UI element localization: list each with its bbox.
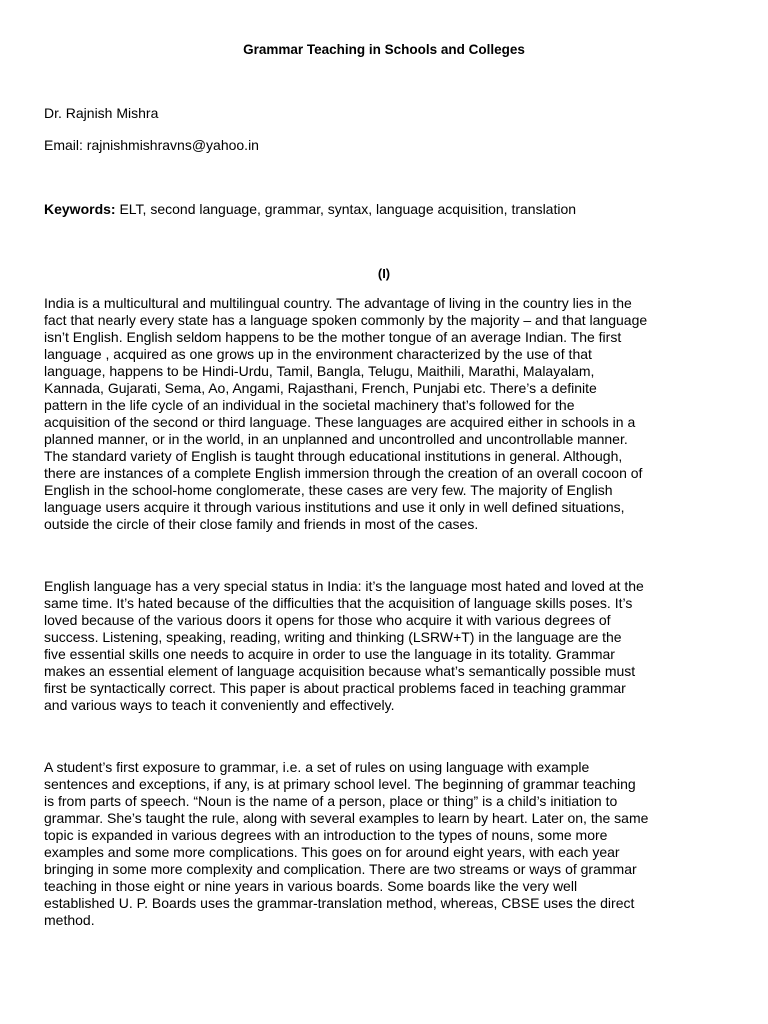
paragraph-2: [44, 578, 734, 714]
paragraph-line: language , acquired as one grows up in the environment characterized by the use of that: [44, 346, 592, 362]
paragraph-line: method.: [44, 912, 95, 928]
paragraph-line: success. Listening, speaking, reading, writing and thinking (LSRW+T) in the language are the: [44, 629, 622, 645]
author-name: Dr. Rajnish Mishra: [44, 105, 159, 121]
paragraph-line: outside the circle of their close family and friends in most of the cases.: [44, 516, 479, 532]
paragraph-line: A student’s first exposure to grammar, i.e. a set of rules on using language with example: [44, 759, 590, 775]
paragraph-line: bringing in some more complexity and complication. There are two streams or ways of grammar: [44, 861, 637, 877]
paragraph-line: five essential skills one needs to acquire in order to use the language in its totality. Grammar: [44, 646, 615, 662]
paragraph-line: loved because of the various doors it opens for those who acquire it with various degrees of: [44, 612, 611, 628]
paragraph-3: [44, 759, 734, 929]
paragraph-line: and various ways to teach it conveniently and effectively.: [44, 697, 395, 713]
paragraph-line: planned manner, or in the world, in an unplanned and uncontrolled and uncontrollable manner.: [44, 431, 628, 447]
section-marker: [0, 265, 768, 282]
document-title: Grammar Teaching in Schools and Colleges: [243, 42, 525, 57]
paragraph-line: India is a multicultural and multilingual country. The advantage of living in the country lies in the: [44, 295, 632, 311]
paragraph-line: is from parts of speech. “Noun is the name of a person, place or thing” is a child’s initiation to: [44, 793, 618, 809]
paragraph-line: topic is expanded in various degrees with an introduction to the types of nouns, some more: [44, 827, 608, 843]
paragraph-line: language, happens to be Hindi-Urdu, Tamil, Bangla, Telugu, Maithili, Marathi, Malayalam,: [44, 363, 595, 379]
paragraph-line: teaching in those eight or nine years in various boards. Some boards like the very well: [44, 878, 578, 894]
paragraph-line: English language has a very special status in India: it’s the language most hated and loved at the: [44, 578, 644, 594]
paragraph-line: The standard variety of English is taught through educational institutions in general. Although,: [44, 448, 623, 464]
paragraph-line: there are instances of a complete English immersion through the creation of an overall cocoon of: [44, 465, 643, 481]
paragraph-line: isn’t English. English seldom happens to be the mother tongue of an average Indian. The first: [44, 329, 622, 345]
paragraph-line: language users acquire it through various institutions and use it only in well defined situations,: [44, 499, 625, 515]
paragraph-line: grammar. She’s taught the rule, along with several examples to learn by heart. Later on, the same: [44, 810, 649, 826]
paragraph-line: pattern in the life cycle of an individual in the societal machinery that’s followed for the: [44, 397, 575, 413]
paragraph-line: first be syntactically correct. This paper is about practical problems faced in teaching grammar: [44, 680, 626, 696]
paragraph-line: established U. P. Boards uses the grammar-translation method, whereas, CBSE uses the direct: [44, 895, 635, 911]
author-email: Email: rajnishmishravns@yahoo.in: [44, 137, 259, 153]
paragraph-line: Kannada, Gujarati, Sema, Ao, Angami, Rajasthani, French, Punjabi etc. There’s a definite: [44, 380, 597, 396]
section-marker-label: (I): [377, 266, 391, 281]
paragraph-line: sentences and exceptions, if any, is at primary school level. The beginning of grammar teaching: [44, 776, 636, 792]
keywords-label: Keywords:: [44, 201, 116, 217]
paragraph-line: same time. It’s hated because of the difficulties that the acquisition of language skills poses. It’s: [44, 595, 633, 611]
paragraph-line: fact that nearly every state has a language spoken commonly by the majority – and that language: [44, 312, 648, 328]
paragraph-line: makes an essential element of language acquisition because what’s semantically possible must: [44, 663, 636, 679]
paragraph-1: [44, 295, 734, 533]
keywords-text: ELT, second language, grammar, syntax, language acquisition, translation: [115, 201, 577, 217]
keywords-line: [44, 201, 576, 218]
paragraph-line: examples and some more complications. This goes on for around eight years, with each year: [44, 844, 620, 860]
paragraph-line: English in the school-home conglomerate, these cases are very few. The majority of English: [44, 482, 613, 498]
paragraph-line: acquisition of the second or third language. These languages are acquired either in schools in a: [44, 414, 636, 430]
